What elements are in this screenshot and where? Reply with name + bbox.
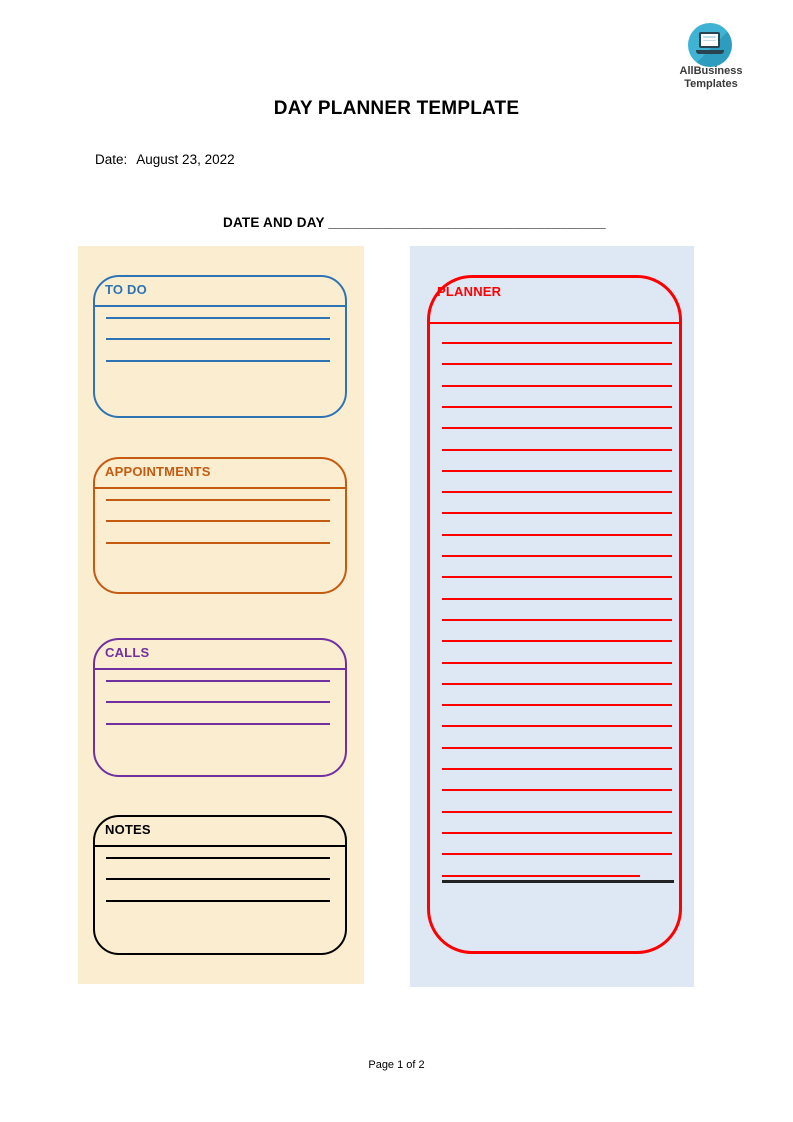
todo-divider bbox=[95, 305, 345, 307]
ruled-line bbox=[442, 555, 672, 557]
ruled-line bbox=[106, 317, 330, 319]
date-value: August 23, 2022 bbox=[136, 152, 235, 167]
ruled-line bbox=[106, 701, 330, 703]
date-row bbox=[95, 152, 235, 167]
logo-text-line2: Templates bbox=[684, 77, 738, 90]
appointments-divider bbox=[95, 487, 345, 489]
appointments-box bbox=[93, 457, 347, 594]
ruled-line bbox=[106, 878, 330, 880]
ruled-line-black bbox=[442, 880, 674, 883]
ruled-line bbox=[442, 427, 672, 429]
ruled-line bbox=[442, 811, 672, 813]
notes-divider bbox=[95, 845, 345, 847]
page-number: Page 1 of 2 bbox=[368, 1059, 425, 1071]
ruled-line bbox=[442, 725, 672, 727]
appointments-label: APPOINTMENTS bbox=[105, 464, 211, 479]
appointments-ruled-lines[interactable] bbox=[106, 499, 330, 563]
ruled-line bbox=[106, 857, 330, 859]
calls-box bbox=[93, 638, 347, 777]
ruled-line bbox=[106, 338, 330, 340]
planner-box bbox=[427, 275, 682, 954]
ruled-line bbox=[442, 512, 672, 514]
ruled-line bbox=[442, 406, 672, 408]
left-panel bbox=[78, 246, 364, 984]
date-and-day-blank[interactable]: ____________________________________ bbox=[328, 215, 606, 230]
ruled-line bbox=[442, 832, 672, 834]
ruled-line bbox=[106, 723, 330, 725]
ruled-line bbox=[442, 640, 672, 642]
ruled-line bbox=[106, 520, 330, 522]
calls-divider bbox=[95, 668, 345, 670]
ruled-line bbox=[442, 853, 672, 855]
ruled-line bbox=[106, 900, 330, 902]
ruled-line bbox=[106, 680, 330, 682]
ruled-line bbox=[442, 342, 672, 344]
laptop-screen-line bbox=[703, 36, 716, 38]
notes-ruled-lines[interactable] bbox=[106, 857, 330, 921]
todo-ruled-lines[interactable] bbox=[106, 317, 330, 381]
ruled-line bbox=[442, 789, 672, 791]
ruled-line bbox=[442, 704, 672, 706]
ruled-line bbox=[442, 662, 672, 664]
logo-text bbox=[661, 65, 761, 90]
date-label: Date: bbox=[95, 152, 128, 167]
ruled-line bbox=[442, 385, 672, 387]
right-panel bbox=[410, 246, 694, 987]
laptop-screen-line bbox=[703, 40, 716, 42]
ruled-line bbox=[442, 470, 672, 472]
laptop-screen bbox=[699, 32, 720, 48]
planner-label: PLANNER bbox=[437, 284, 502, 299]
ruled-line bbox=[442, 576, 672, 578]
notes-label: NOTES bbox=[105, 822, 151, 837]
todo-label: TO DO bbox=[105, 282, 147, 297]
ruled-line bbox=[106, 499, 330, 501]
calls-label: CALLS bbox=[105, 645, 150, 660]
ruled-line bbox=[442, 747, 672, 749]
allbusiness-logo bbox=[688, 23, 732, 67]
ruled-line bbox=[442, 875, 640, 877]
ruled-line bbox=[442, 449, 672, 451]
laptop-icon bbox=[688, 23, 732, 67]
ruled-line bbox=[106, 360, 330, 362]
calls-ruled-lines[interactable] bbox=[106, 680, 330, 744]
ruled-line bbox=[442, 491, 672, 493]
ruled-line bbox=[442, 363, 672, 365]
date-and-day-row bbox=[223, 215, 606, 230]
logo-text-line1: AllBusiness bbox=[679, 65, 743, 77]
ruled-line bbox=[442, 534, 672, 536]
page-title: DAY PLANNER TEMPLATE bbox=[273, 98, 520, 119]
ruled-line bbox=[442, 768, 672, 770]
date-and-day-label: DATE AND DAY bbox=[223, 215, 325, 230]
notes-box bbox=[93, 815, 347, 955]
laptop-base bbox=[696, 50, 724, 54]
planner-ruled-lines[interactable] bbox=[430, 278, 679, 951]
ruled-line bbox=[442, 683, 672, 685]
ruled-line bbox=[442, 619, 672, 621]
ruled-line bbox=[442, 598, 672, 600]
ruled-line bbox=[106, 542, 330, 544]
todo-box bbox=[93, 275, 347, 418]
